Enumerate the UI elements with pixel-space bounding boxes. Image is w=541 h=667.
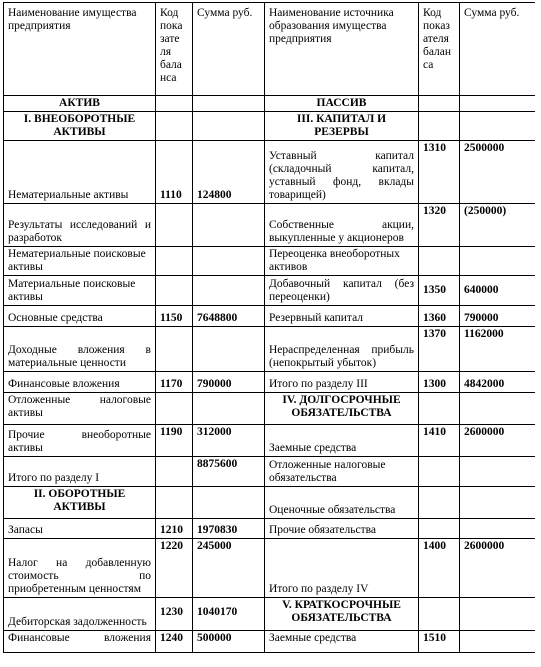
cell-source-name: Собственные акции, выкупленные у акционеров [265,204,419,247]
cell-code [156,457,193,487]
cell-sum [193,112,265,141]
cell-asset-name: Материальные поисковые активы [4,276,156,306]
cell-sum [193,327,265,372]
table-row [4,96,536,112]
cell-sum [460,598,536,631]
cell-sum: 790000 [460,306,536,327]
cell-code [419,457,460,487]
cell-code [156,276,193,306]
table-row [4,327,536,372]
header-source-name: Наименование источника образования имущества предприятия [265,3,419,96]
table-row [4,539,536,598]
table-row [4,457,536,487]
cell-asset-name: Запасы [4,519,156,539]
cell-code: 1310 [419,141,460,204]
cell-code [156,204,193,247]
cell-sum [460,393,536,425]
header-row [4,3,536,96]
cell-sum [460,112,536,141]
cell-code: 1190 [156,425,193,457]
cell-sum [193,96,265,112]
cell-sum [460,96,536,112]
table-row [4,631,536,653]
cell-source-name: Уставный капитал (складочный капитал, уставный фонд, вклады товарищей) [265,141,419,204]
table-row [4,306,536,327]
cell-source-name: Добавочный капитал (без переоценки) [265,276,419,306]
cell-asset-name: Доходные вложения в материальные ценности [4,327,156,372]
cell-sum: 4842000 [460,372,536,393]
cell-source-name: Прочие обязательства [265,519,419,539]
cell-sum [193,393,265,425]
cell-sum: 790000 [193,372,265,393]
header-code: Код пока зате ля бала нса [156,3,193,96]
cell-sum: 2600000 [460,539,536,598]
cell-sum: 124800 [193,141,265,204]
cell-sum: 1040170 [193,598,265,631]
cell-code [419,487,460,519]
section-title-asset: АКТИВ [4,96,156,112]
cell-code: 1400 [419,539,460,598]
cell-source-name: Отложенные налоговые обязательства [265,457,419,487]
cell-asset-name: Налог на добавленную стоимость по приобретенным ценностям [4,539,156,598]
cell-code [156,247,193,276]
cell-source-name: Итого по разделу III [265,372,419,393]
cell-sum: 1162000 [460,327,536,372]
cell-code [419,247,460,276]
cell-sum [460,457,536,487]
table-row [4,112,536,141]
cell-asset-name: Нематериальные активы [4,141,156,204]
cell-sum [193,247,265,276]
cell-source-name: Заемные средства [265,425,419,457]
cell-code: 1300 [419,372,460,393]
cell-asset-name: Отложенные налоговые активы [4,393,156,425]
cell-sum [460,631,536,653]
cell-sum [460,487,536,519]
cell-sum: 500000 [193,631,265,653]
cell-sum [460,247,536,276]
cell-asset-name: Дебиторская задолженность [4,598,156,631]
cell-asset-name: Результаты исследований и разработок [4,204,156,247]
cell-code [156,393,193,425]
cell-asset-name: Основные средства [4,306,156,327]
cell-code: 1210 [156,519,193,539]
table-row [4,425,536,457]
cell-code [419,112,460,141]
table-row [4,598,536,631]
cell-sum: 312000 [193,425,265,457]
table-row [4,393,536,425]
cell-sum: 245000 [193,539,265,598]
cell-code: 1170 [156,372,193,393]
section-title: I. ВНЕОБОРОТНЫЕ АКТИВЫ [4,112,156,141]
cell-sum [193,204,265,247]
cell-code: 1410 [419,425,460,457]
cell-code: 1360 [419,306,460,327]
header-sum: Сумма руб. [193,3,265,96]
cell-sum: 7648800 [193,306,265,327]
section-title: IV. ДОЛГОСРОЧНЫЕ ОБЯЗАТЕЛЬСТВА [265,393,419,425]
header-asset-name: Наименование имущества предприятия [4,3,156,96]
cell-code: 1350 [419,276,460,306]
cell-code: 1230 [156,598,193,631]
cell-source-name: Нераспределенная прибыль (непокрытый убыток) [265,327,419,372]
cell-source-name: Резервный капитал [265,306,419,327]
cell-sum: 8875600 [193,457,265,487]
table-row [4,247,536,276]
cell-code [156,487,193,519]
header-source-code: Код показ ателя балан са [419,3,460,96]
cell-asset-name: Финансовые вложения [4,372,156,393]
section-title: III. КАПИТАЛ И РЕЗЕРВЫ [265,112,419,141]
cell-sum [460,519,536,539]
table-row [4,204,536,247]
cell-code [156,327,193,372]
cell-code [419,519,460,539]
cell-source-name: Итого по разделу IV [265,539,419,598]
cell-sum: 1970830 [193,519,265,539]
cell-code: 1510 [419,631,460,653]
section-title-liability: ПАССИВ [265,96,419,112]
cell-code: 1110 [156,141,193,204]
section-title: II. ОБОРОТНЫЕ АКТИВЫ [4,487,156,519]
cell-asset-name: Нематериальные поисковые активы [4,247,156,276]
cell-sum [193,276,265,306]
balance-table [3,2,535,653]
cell-source-name: Переоценка внеоборотных активов [265,247,419,276]
cell-code [419,393,460,425]
cell-asset-name: Финансовые вложения [4,631,156,653]
table-row [4,487,536,519]
cell-sum: 2500000 [460,141,536,204]
section-title: V. КРАТКОСРОЧНЫЕ ОБЯЗАТЕЛЬСТВА [265,598,419,631]
cell-sum: (250000) [460,204,536,247]
cell-code [419,598,460,631]
cell-code: 1150 [156,306,193,327]
cell-code: 1240 [156,631,193,653]
cell-code [156,112,193,141]
cell-sum: 640000 [460,276,536,306]
cell-sum: 2600000 [460,425,536,457]
table-row [4,519,536,539]
cell-sum [193,487,265,519]
header-source-sum: Сумма руб. [460,3,536,96]
cell-source-name: Оценочные обязательства [265,487,419,519]
cell-code: 1220 [156,539,193,598]
cell-asset-name: Прочие внеоборотные активы [4,425,156,457]
cell-asset-name: Итого по разделу I [4,457,156,487]
balance-sheet [3,2,535,662]
table-row [4,141,536,204]
cell-code: 1320 [419,204,460,247]
table-row [4,372,536,393]
cell-code: 1370 [419,327,460,372]
table-row [4,276,536,306]
cell-code [156,96,193,112]
cell-code [419,96,460,112]
cell-source-name: Заемные средства [265,631,419,653]
